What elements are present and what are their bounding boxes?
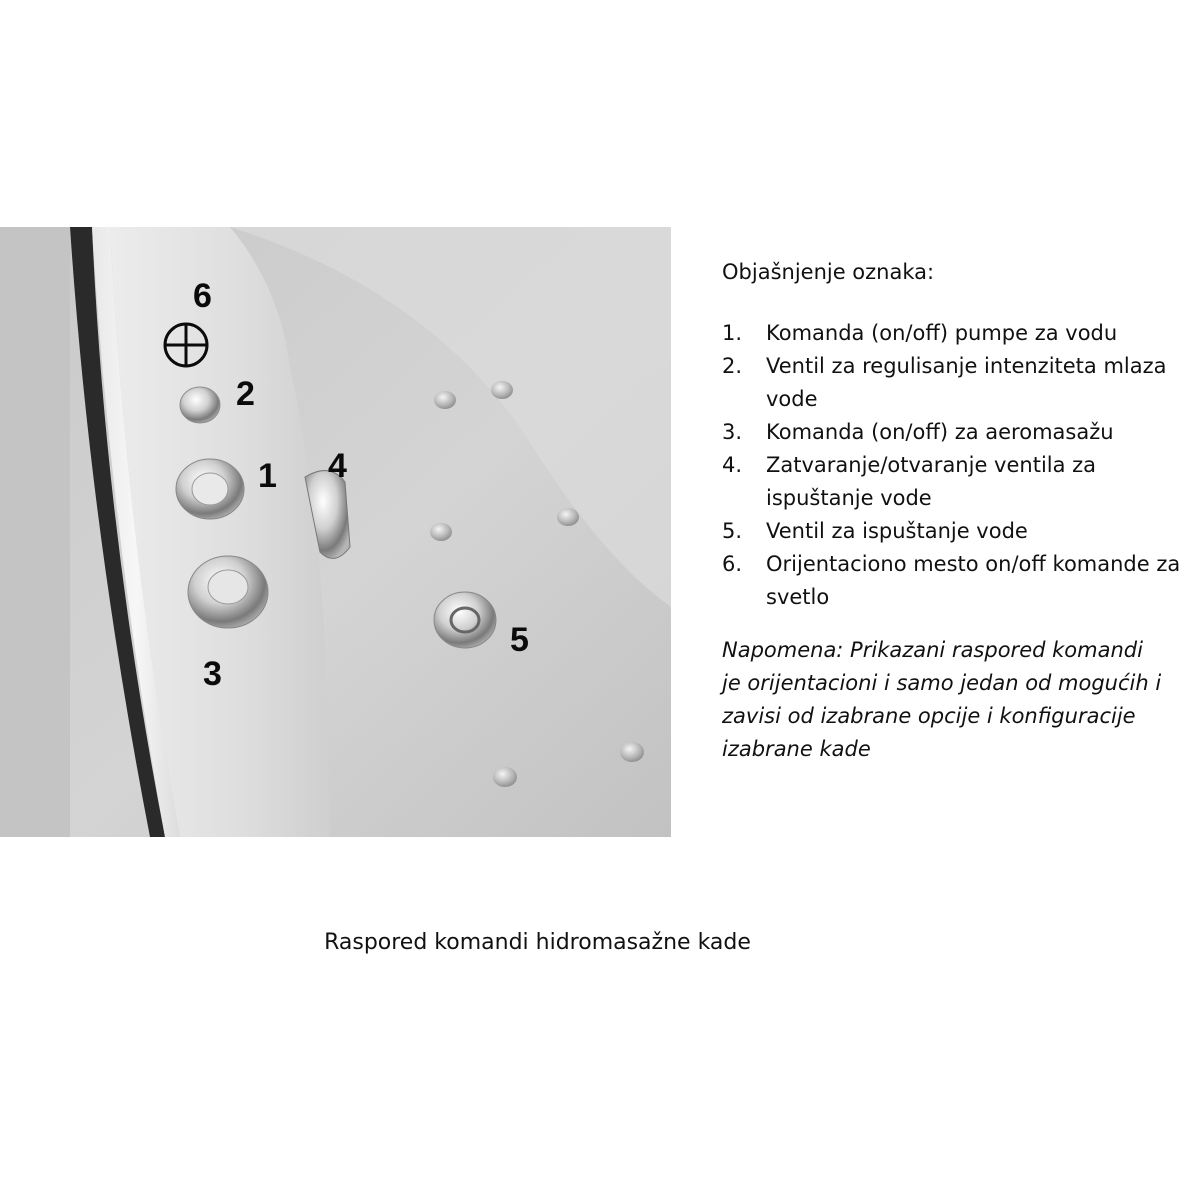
legend-item-number: 4.	[722, 453, 743, 477]
legend-item-1	[722, 317, 1182, 350]
legend	[722, 256, 1182, 766]
legend-item-number: 2.	[722, 354, 743, 378]
legend-item-text: Orijentaciono mesto on/off komande za svetlo	[766, 552, 1181, 609]
legend-item-text: Ventil za regulisanje intenziteta mlaza vode	[766, 354, 1167, 411]
crosshair-icon	[165, 324, 207, 366]
legend-item-number: 5.	[722, 519, 743, 543]
marker-1: 1	[258, 457, 277, 495]
legend-item-number: 3.	[722, 420, 743, 444]
legend-item-5	[722, 515, 1182, 548]
bathtub-controls-photo	[0, 227, 671, 837]
figure-caption: Raspored komandi hidromasažne kade	[324, 930, 751, 955]
legend-item-6	[722, 548, 1182, 614]
marker-4: 4	[328, 447, 347, 485]
legend-item-3	[722, 416, 1182, 449]
marker-6: 6	[193, 277, 212, 315]
legend-list	[722, 317, 1182, 614]
legend-item-2	[722, 350, 1182, 416]
legend-item-text: Ventil za ispuštanje vode	[766, 519, 1028, 543]
legend-item-number: 1.	[722, 321, 743, 345]
marker-3: 3	[203, 655, 222, 693]
legend-note: Napomena: Prikazani raspored komandi je orijentacioni i samo jedan od mogućih i zavisi od izabrane opcije i konfiguracije izabrane kade	[722, 638, 1162, 761]
legend-item-number: 6.	[722, 552, 743, 576]
legend-item-4	[722, 449, 1182, 515]
marker-2: 2	[236, 375, 255, 413]
legend-item-text: Zatvaranje/otvaranje ventila za ispuštanje vode	[766, 453, 1097, 510]
legend-item-text: Komanda (on/off) za aeromasažu	[766, 420, 1114, 444]
marker-5: 5	[510, 621, 529, 659]
legend-item-text: Komanda (on/off) pumpe za vodu	[766, 321, 1118, 345]
legend-heading: Objašnjenje oznaka:	[722, 260, 935, 284]
